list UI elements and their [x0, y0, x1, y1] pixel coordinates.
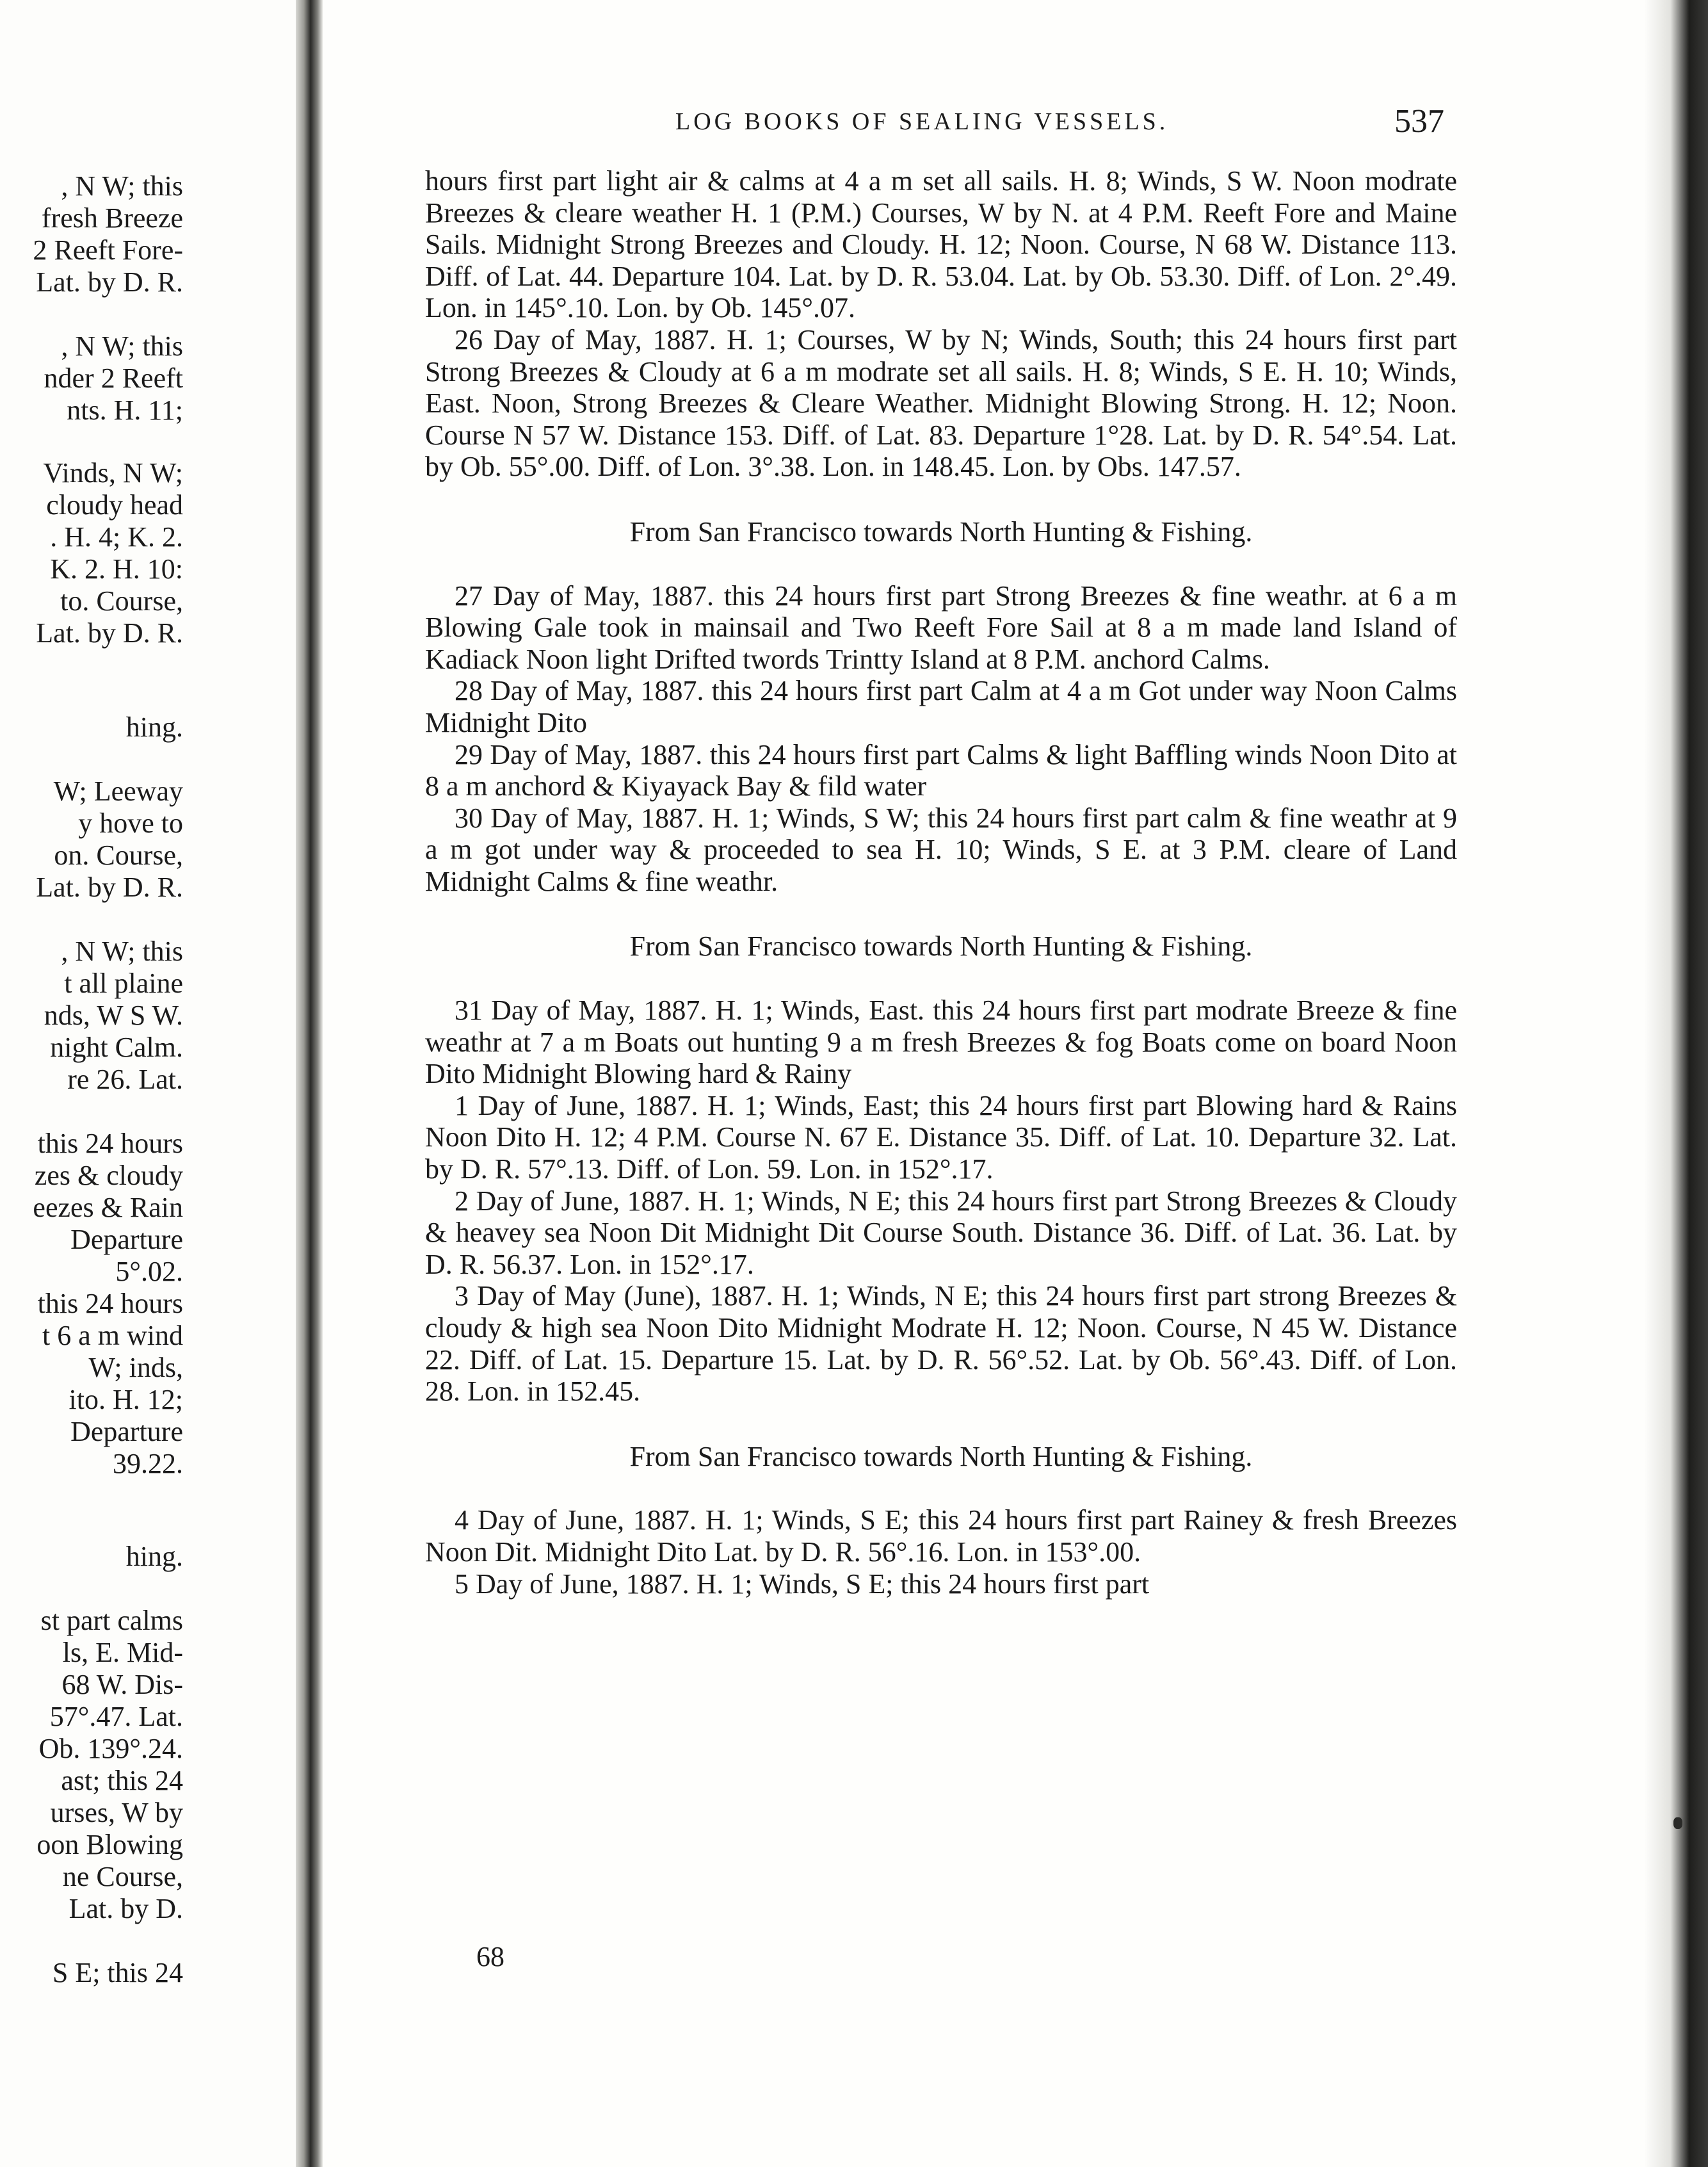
left-page-line: nds, W S W.: [44, 1000, 183, 1031]
log-entry: 3 Day of May (June), 1887. H. 1; Winds, N E; this 24 hours first part strong Breezes & cloudy & high sea Noon Dito Midnight Modrate H. 12; Noon. Course, N 45 W. Distance 22. Diff. of Lat. 15. Departure 15. Lat. by D. R. 56°.52. Lat. by Ob. 56°.43. Diff. of Lon. 28. Lon. in 152.45.: [425, 1280, 1457, 1408]
left-page-line: Ob. 139°.24.: [38, 1733, 183, 1764]
left-page-line: on. Course,: [54, 840, 183, 871]
log-entry: 31 Day of May, 1887. H. 1; Winds, East. this 24 hours first part modrate Breeze & fine weathr at 7 a m Boats out hunting 9 a m fresh Breezes & fog Boats come on board Noon Dito Midnight Blowing hard & Rainy: [425, 994, 1457, 1090]
left-page-line: y hove to: [78, 808, 183, 839]
left-page-line: night Calm.: [50, 1032, 183, 1063]
left-page-line: 39.22.: [113, 1448, 183, 1479]
left-page-line: W; inds,: [88, 1352, 183, 1383]
log-entry: 29 Day of May, 1887. this 24 hours first part Calms & light Baffling winds Noon Dito at 8 a m anchord & Kiyayack Bay & fild water: [425, 738, 1457, 802]
log-entry: 2 Day of June, 1887. H. 1; Winds, N E; this 24 hours first part Strong Breezes & Cloudy & heavey sea Noon Dit Midnight Dit Course South. Distance 36. Diff. of Lat. 36. Lat. by D. R. 56.37. Lon. in 152°.17.: [425, 1185, 1457, 1280]
left-page-line: oon Blowing: [36, 1829, 183, 1860]
left-page-line: , N W; this: [61, 170, 183, 202]
left-page-line: to. Course,: [60, 585, 183, 617]
left-page-line: , N W; this: [61, 330, 183, 362]
left-page-line: . H. 4; K. 2.: [50, 521, 183, 553]
left-page-line: Departure: [70, 1416, 183, 1447]
left-page: [0, 0, 301, 2167]
log-entry: 1 Day of June, 1887. H. 1; Winds, East; this 24 hours first part Blowing hard & Rains Noon Dito H. 12; 4 P.M. Course N. 67 E. Distance 35. Diff. of Lat. 10. Departure 32. Lat. by D. R. 57°.13. Diff. of Lon. 59. Lon. in 152°.17.: [425, 1089, 1457, 1185]
section-heading: From San Francisco towards North Hunting & Fishing.: [629, 930, 1253, 962]
book-gutter: [296, 0, 323, 2167]
left-page-line: W; Leeway: [53, 775, 183, 807]
section-heading: From San Francisco towards North Hunting & Fishing.: [629, 515, 1253, 548]
log-entry-continuation: hours first part light air & calms at 4 a m set all sails. H. 8; Winds, S W. Noon modrate Breezes & cleare weather H. 1 (P.M.) Courses, W by N. at 4 P.M. Reeft Fore and Maine Sails. Midnight Strong Breezes and Cloudy. H. 12; Noon. Course, N 68 W. Distance 113. Diff. of Lat. 44. Departure 104. Lat. by D. R. 53.04. Lat. by Ob. 53.30. Diff. of Lon. 2°.49. Lon. in 145°.10. Lon. by Ob. 145°.07.: [425, 165, 1457, 324]
left-page-line: Lat. by D. R.: [36, 617, 183, 649]
left-page-line: Lat. by D. R.: [36, 266, 183, 298]
ink-speck: [1673, 1817, 1682, 1829]
log-entry: 30 Day of May, 1887. H. 1; Winds, S W; this 24 hours first part calm & fine weathr at 9 a m got under way & proceeded to sea H. 10; Winds, S E. at 3 P.M. cleare of Land Midnight Calms & fine weathr.: [425, 802, 1457, 897]
log-entry: 28 Day of May, 1887. this 24 hours first part Calm at 4 a m Got under way Noon Calms Midnight Dito: [425, 675, 1457, 738]
page-number: 537: [1394, 103, 1444, 140]
left-page-line: zes & cloudy: [34, 1160, 183, 1191]
left-page-line: 68 W. Dis-: [61, 1669, 183, 1700]
left-page-line: urses, W by: [50, 1797, 183, 1828]
left-page-line: ito. H. 12;: [68, 1384, 183, 1415]
left-page-line: this 24 hours: [37, 1288, 183, 1319]
left-page-line: hing.: [125, 1541, 183, 1572]
left-page-line: nder 2 Reeft: [44, 362, 183, 394]
left-page-line: cloudy head: [46, 489, 183, 521]
left-page-text: [0, 0, 183, 2167]
left-page-line: 5°.02.: [115, 1256, 183, 1287]
section-heading: From San Francisco towards North Hunting & Fishing.: [629, 1440, 1253, 1472]
left-page-line: re 26. Lat.: [67, 1064, 183, 1095]
signature-mark: 68: [476, 1941, 504, 1972]
log-entry: 4 Day of June, 1887. H. 1; Winds, S E; this 24 hours first part Rainey & fresh Breezes Noon Dit. Midnight Dito Lat. by D. R. 56°.16. Lon. in 153°.00.: [425, 1504, 1457, 1568]
left-page-line: Lat. by D. R.: [36, 872, 183, 903]
left-page-line: K. 2. H. 10:: [50, 553, 183, 585]
left-page-line: eezes & Rain: [33, 1192, 183, 1223]
left-page-line: Vinds, N W;: [43, 457, 183, 489]
left-page-line: Departure: [70, 1224, 183, 1255]
left-page-line: st part calms: [40, 1605, 183, 1636]
left-page-line: this 24 hours: [37, 1128, 183, 1159]
left-page-line: fresh Breeze: [41, 202, 183, 234]
left-page-line: ast; this 24: [61, 1765, 183, 1796]
left-page-line: nts. H. 11;: [67, 394, 183, 426]
log-entry: 26 Day of May, 1887. H. 1; Courses, W by N; Winds, South; this 24 hours first part Strong Breezes & Cloudy at 6 a m modrate set all sails. H. 8; Winds, S E. H. 10; Winds, East. Noon, Strong Breezes & Cleare Weather. Midnight Blowing Strong. H. 12; Noon. Course N 57 W. Distance 153. Diff. of Lat. 83. Departure 1°28. Lat. by D. R. 54°.54. Lat. by Ob. 55°.00. Diff. of Lon. 3°.38. Lon. in 148.45. Lon. by Obs. 147.57.: [425, 323, 1457, 483]
log-entry: 5 Day of June, 1887. H. 1; Winds, S E; this 24 hours first part: [455, 1568, 1150, 1600]
left-page-line: , N W; this: [61, 936, 183, 967]
left-page-line: Lat. by D.: [68, 1893, 183, 1924]
left-page-line: ne Course,: [62, 1861, 183, 1892]
log-entry: 27 Day of May, 1887. this 24 hours first part Strong Breezes & fine weathr. at 6 a m Blowing Gale took in mainsail and Two Reeft Fore Sail at 8 a m made land Island of Kadiack Noon light Drifted twords Trintty Island at 8 P.M. anchord Calms.: [425, 580, 1457, 675]
log-entries: [425, 165, 1457, 1600]
running-head: LOG BOOKS OF SEALING VESSELS.: [675, 108, 1169, 135]
left-page-line: 2 Reeft Fore-: [33, 234, 183, 266]
left-page-line: 57°.47. Lat.: [49, 1701, 183, 1732]
left-page-line: hing.: [125, 711, 183, 743]
left-page-line: t all plaine: [64, 968, 183, 999]
left-page-line: S E; this 24: [52, 1957, 183, 1988]
page-edge: [1645, 0, 1708, 2167]
left-page-line: ls, E. Mid-: [62, 1637, 183, 1668]
left-page-line: t 6 a m wind: [42, 1320, 183, 1351]
